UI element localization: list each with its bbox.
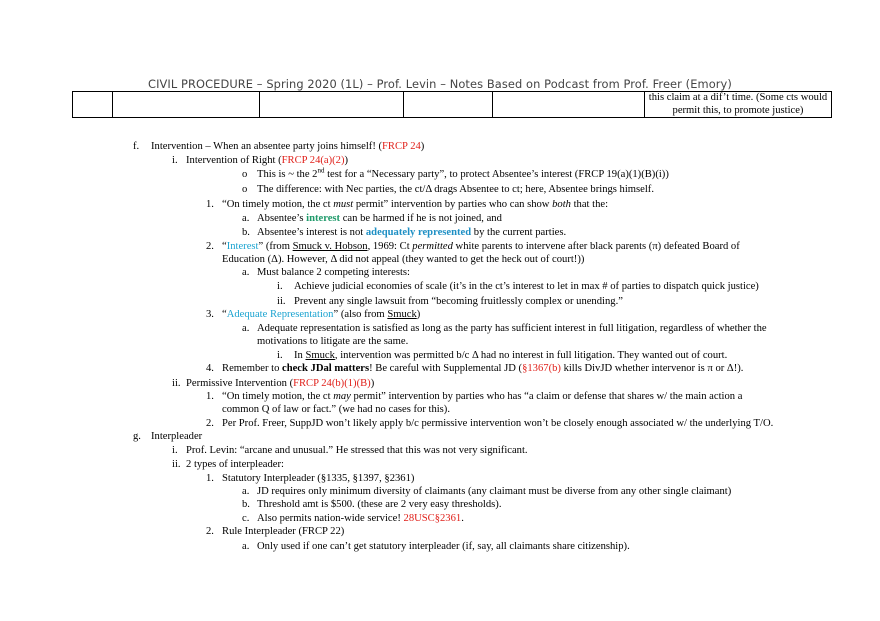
text-run: Must balance 2 competing interests: bbox=[257, 267, 410, 278]
text-run: Rule Interpleader (FRCP 22) bbox=[222, 526, 345, 537]
outline-line bbox=[222, 253, 584, 266]
text-run: 2 types of interpleader: bbox=[186, 459, 284, 470]
text-run: Permissive Intervention ( bbox=[186, 378, 294, 389]
list-marker: 3. bbox=[206, 309, 214, 320]
text-run: Interpleader bbox=[151, 431, 203, 442]
text-run: Education (Δ). However, Δ did not appeal (they wanted to get the heck out of court!)) bbox=[222, 254, 585, 265]
list-marker: i. bbox=[277, 281, 283, 292]
text-run: This is ~ the 2 bbox=[257, 169, 318, 180]
text-run: ” (from bbox=[258, 241, 293, 252]
table-cell bbox=[113, 92, 260, 118]
text-run: may bbox=[333, 391, 351, 402]
text-run: Remember to bbox=[222, 363, 283, 374]
outline-line bbox=[257, 485, 731, 498]
text-run: §1367(b) bbox=[522, 363, 561, 374]
list-marker: ii. bbox=[172, 459, 181, 470]
outline-line bbox=[186, 377, 374, 390]
outline-line bbox=[222, 403, 450, 416]
text-run: adequately represented bbox=[365, 227, 472, 238]
text-run: Smuck bbox=[387, 309, 417, 320]
text-run: interest bbox=[306, 213, 341, 224]
text-run: . bbox=[461, 513, 464, 524]
text-run: Prevent any single lawsuit from “becoming fruitlessly complex or unending.” bbox=[294, 296, 623, 307]
outline-line bbox=[222, 525, 344, 538]
table-cell bbox=[73, 92, 113, 118]
text-run: ) bbox=[344, 155, 349, 166]
outline-line bbox=[257, 498, 501, 511]
list-marker: 1. bbox=[206, 473, 214, 484]
text-run: JD requires only minimum diversity of claimants (any claimant must be diverse from any other single claimant) bbox=[257, 486, 732, 497]
text-run: check JDal matters bbox=[282, 363, 370, 374]
text-run: Threshold amt is $500. (these are 2 very easy thresholds). bbox=[257, 499, 502, 510]
list-marker: 2. bbox=[206, 241, 214, 252]
outline-line bbox=[294, 349, 727, 362]
list-marker: b. bbox=[242, 227, 250, 238]
text-run: ) bbox=[420, 141, 425, 152]
text-run: must bbox=[333, 199, 354, 210]
text-run: Adequate representation is satisfied as long as the party has sufficient interest in full litigation, regardless of whether the bbox=[257, 323, 767, 334]
text-run: Achieve judicial economies of scale (it’s in the ct’s interest to let in max # of parties to dispatch quick justice) bbox=[294, 281, 759, 292]
text-run: Only used if one can’t get statutory interpleader (if, say, all claimants share citizenship). bbox=[257, 541, 630, 552]
outline-line bbox=[186, 458, 284, 471]
text-run: “ bbox=[222, 241, 227, 252]
list-marker: o bbox=[242, 184, 248, 195]
outline-line bbox=[222, 240, 740, 253]
list-marker: a. bbox=[242, 213, 250, 224]
outline-line bbox=[257, 183, 654, 196]
text-run: Absentee’s bbox=[257, 213, 307, 224]
outline-line bbox=[151, 430, 202, 443]
text-run: FRCP 24(b)(1)(B) bbox=[293, 378, 371, 389]
list-marker: ii. bbox=[172, 378, 181, 389]
text-run: ) bbox=[416, 309, 421, 320]
text-run: kills DivJD whether intervenor is π or Δ!). bbox=[560, 363, 744, 374]
outline-line bbox=[257, 226, 566, 239]
list-marker: 4. bbox=[206, 363, 214, 374]
text-run: permit” intervention by parties who can show bbox=[353, 199, 553, 210]
text-run: Smuck v. Hobson bbox=[292, 241, 368, 252]
list-marker: 2. bbox=[206, 526, 214, 537]
text-run: Statutory Interpleader (§1335, §1397, §2361) bbox=[222, 473, 415, 484]
text-run: that the: bbox=[570, 199, 609, 210]
text-run: Prof. Levin: “arcane and unusual.” He stressed that this was not very significant. bbox=[186, 445, 528, 456]
table-cell bbox=[493, 92, 645, 118]
text-run: ) bbox=[370, 378, 375, 389]
outline-line bbox=[294, 280, 759, 293]
text-run: FRCP 24 bbox=[382, 141, 421, 152]
text-run: Smuck bbox=[305, 350, 335, 361]
table-cell bbox=[404, 92, 493, 118]
outline-line bbox=[222, 362, 743, 375]
text-run: permit” intervention by parties who has “a claim or defense that shares w/ the main action a bbox=[350, 391, 743, 402]
list-marker: a. bbox=[242, 541, 250, 552]
text-run: Also permits nation-wide service! bbox=[257, 513, 404, 524]
text-run: white parents to intervene after black parents (π) defeated Board of bbox=[452, 241, 740, 252]
text-run: Per Prof. Freer, SuppJD won’t likely apply b/c permissive intervention won’t be closely enough associated w/ the underlying T/O. bbox=[222, 418, 774, 429]
text-run: , intervention was permitted b/c Δ had no interest in full litigation. They wanted out of court. bbox=[334, 350, 728, 361]
top-table bbox=[72, 91, 832, 118]
outline-line bbox=[222, 417, 773, 430]
text-run: “On timely motion, the ct bbox=[222, 199, 334, 210]
list-marker: f. bbox=[133, 141, 140, 152]
list-marker: 2. bbox=[206, 418, 214, 429]
outline-line bbox=[257, 266, 410, 279]
text-run: by the current parties. bbox=[471, 227, 567, 238]
outline-line bbox=[222, 472, 414, 485]
text-run: Intervention – When an absentee party joins himself! ( bbox=[151, 141, 383, 152]
text-run: motivations to litigate are the same. bbox=[257, 336, 409, 347]
text-run: “ bbox=[222, 309, 227, 320]
text-run: can be harmed if he is not joined, and bbox=[340, 213, 502, 224]
text-run: 28USC§2361 bbox=[403, 513, 462, 524]
page-header: CIVIL PROCEDURE – Spring 2020 (1L) – Prof. Levin – Notes Based on Podcast from Prof. Freer (Emory) bbox=[148, 77, 732, 91]
outline-line bbox=[222, 308, 420, 321]
outline-line bbox=[257, 168, 669, 181]
text-run: Adequate Representation bbox=[226, 309, 334, 320]
list-marker: a. bbox=[242, 267, 250, 278]
text-run: “On timely motion, the ct bbox=[222, 391, 334, 402]
table-cell bbox=[260, 92, 404, 118]
list-marker: a. bbox=[242, 323, 250, 334]
text-run: both bbox=[552, 199, 571, 210]
text-run: ! Be careful with Supplemental JD ( bbox=[369, 363, 523, 374]
text-run: common Q of law or fact.” (we had no cases for this). bbox=[222, 404, 450, 415]
outline-line bbox=[257, 540, 630, 553]
list-marker: ii. bbox=[277, 296, 286, 307]
list-marker: o bbox=[242, 169, 248, 180]
text-run: Interest bbox=[226, 241, 259, 252]
list-marker: i. bbox=[172, 445, 178, 456]
text-run: Intervention of Right ( bbox=[186, 155, 282, 166]
outline-line bbox=[257, 512, 464, 525]
text-run: In bbox=[294, 350, 306, 361]
outline-line bbox=[294, 295, 623, 308]
table-row bbox=[73, 92, 832, 118]
list-marker: b. bbox=[242, 499, 250, 510]
outline-line bbox=[257, 335, 408, 348]
list-marker: 1. bbox=[206, 391, 214, 402]
text-run: , 1969: Ct bbox=[367, 241, 413, 252]
outline-line bbox=[151, 140, 424, 153]
text-run: nd bbox=[317, 166, 325, 175]
table-cell: this claim at a dif’t time. (Some cts would permit this, to promote justice) bbox=[645, 92, 832, 118]
outline-line bbox=[222, 390, 742, 403]
text-run: ” (also from bbox=[333, 309, 388, 320]
text-run: permitted bbox=[412, 241, 453, 252]
outline-line bbox=[257, 212, 502, 225]
list-marker: i. bbox=[277, 350, 283, 361]
outline-line bbox=[222, 198, 608, 211]
text-run: The difference: with Nec parties, the ct/Δ drags Absentee to ct; here, Absentee brings himself. bbox=[257, 184, 654, 195]
list-marker: 1. bbox=[206, 199, 214, 210]
text-run: test for a “Necessary party”, to protect Absentee’s interest (FRCP 19(a)(1)(B)(i)) bbox=[324, 169, 669, 180]
text-run: FRCP 24(a)(2) bbox=[281, 155, 345, 166]
list-marker: c. bbox=[242, 513, 250, 524]
list-marker: i. bbox=[172, 155, 178, 166]
text-run: Absentee’s interest is not bbox=[257, 227, 366, 238]
list-marker: g. bbox=[133, 431, 141, 442]
list-marker: a. bbox=[242, 486, 250, 497]
outline-line bbox=[186, 154, 348, 167]
outline-line bbox=[186, 444, 528, 457]
outline-line bbox=[257, 322, 767, 335]
